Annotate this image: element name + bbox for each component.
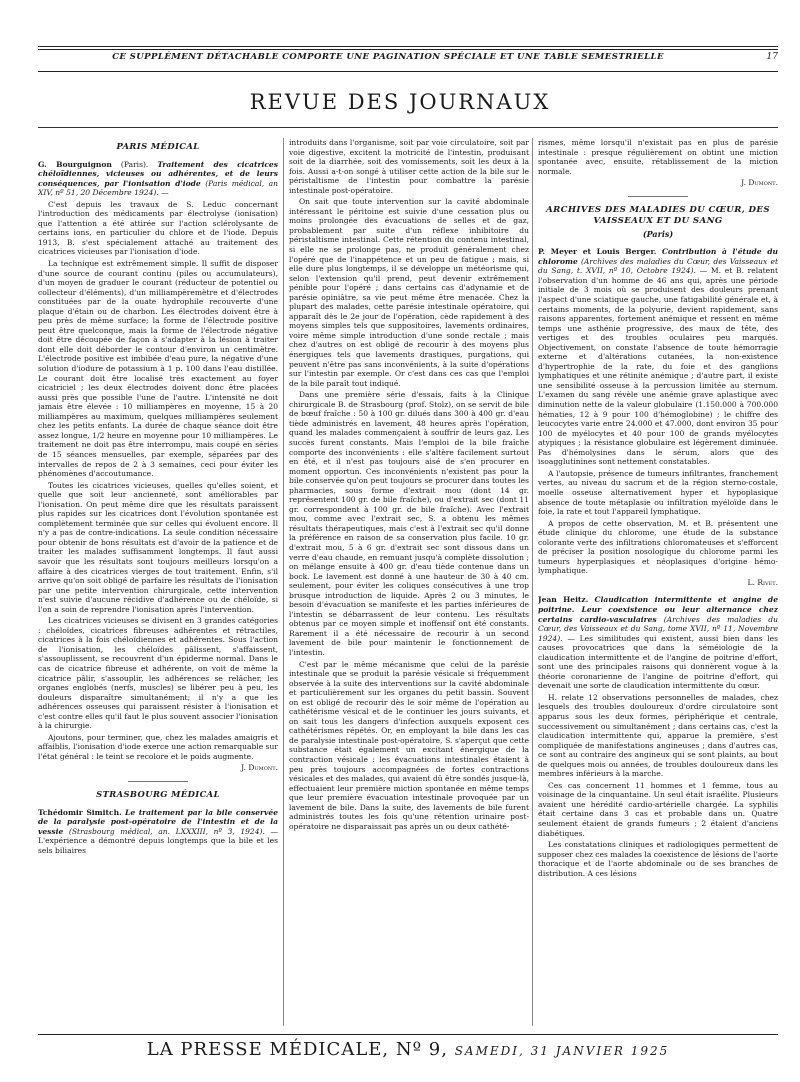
column-1 — [38, 138, 278, 1026]
paragraph: On sait que toute intervention sur la cavité abdominale intéressant le péritoine est suivie d'une cessation plus ou moins prolongée des évacuations de selles et de gaz, probablement par suite d'un réflexe inhibitoire du péristaltisme intestinal. Cette rétention du contenu intestinal, si elle ne se prolonge pas, ne produit généralement chez l'opéré que de l'inappétence et un peu de fatigue ; mais, si elle dure plus longtemps, il se développe un météorisme qui, selon l'extension qu'il prend, peut devenir extrêmement pénible pour l'opéré ; dans certains cas d'adynamie et de parésie opiniâtre, sa vie peut même être menacée. Chez la plupart des malades, cette parésie intestinale opératoire, qui apparaît dès le 2e jour de l'opération, cède rapidement à des moyens simples tels que suppositoires, lavements ordinaires, voire même simple introduction d'une sonde rectale ; mais chez d'autres on est obligé de recourir à des moyens plus énergiques tels que lavements drastiques, purgations, qui peuvent n'être pas sans inconvénients, à la suite d'opérations sur l'intestin par exemple. Or c'est dans ces cas que l'emploi de la bile paraît tout indiqué. — [289, 197, 529, 388]
article-city: (Paris). — [111, 159, 158, 169]
article-simitch-lead — [38, 808, 278, 856]
article-heitz-lead — [538, 595, 778, 690]
article-title: Claudication intermittente et angine de poitrine. Leur coexistence ou leur alternance chez certains cardio-vasculaires — [538, 595, 778, 624]
column-2 — [289, 138, 529, 1026]
paragraph: Les cicatrices vicieuses se divisent en 3 grandes catégories : chéloïdes, cicatrices fibreuses adhérentes et rétractiles, cicatrices à la fois chéloïdiennes et adhérentes. Sous l'action de l'ionisation, les chéloïdes pâlissent, s'affaissent, s'assouplissent, se recouvrent d'un épiderme normal. Dans le cas de cicatrice fibreuse et adhérente, on voit de même la cicatrice pâlir, s'assouplir, les adhérences se relâcher, les organes englobés (nerfs, muscles) se libérer peu à peu, les douleurs disparaître simultanément; il n'y a que les adhérences osseuses qui paraissent résister à l'ionisation et c'est contre elles qu'il faut le plus souvent associer l'ionisation à la chirurgie. — [38, 616, 278, 731]
running-header — [38, 46, 778, 72]
column-separator — [532, 138, 533, 1026]
running-title: CE SUPPLÉMENT DÉTACHABLE COMPORTE UNE PAGINATION SPÉCIALE ET UNE TABLE SEMESTRIELLE — [112, 52, 664, 62]
article-meyer-berger-lead — [538, 247, 778, 467]
footer-line — [38, 1039, 778, 1060]
article-title: Traitement des cicatrices chéloïdiennes, vicieuses ou adhérentes, et de leurs conséquences, par l'ionisation d'iode — [38, 159, 278, 188]
article-text: — M. et B. relatent l'observation d'un homme de 46 ans qui, après une période initiale de 3 mois où se produisent des douleurs prenant l'aspect d'une sciatique gauche, une fatigabilité générale et, à certains moments, de la polyurie, devient rapidement, sans raisons apparentes, fortement anémique et ressent en même temps une asthénie progressive, des maux de tête, des vertiges et des troubles oculaires peu marqués. Objectivement, on constate l'absence de toute hémorragie externe et d'altérations cutanées, la non-existence d'hypertrophie de la rate, du foie et des ganglions lymphatiques et une rétinite anémique ; d'autre part, il existe une sensibilité osseuse à la percussion limitée au sternum. L'examen du sang révèle une anémie grave aplastique avec diminution nette de la valeur globulaire (1.150.000 à 700.000 hématies, 12 à 9 pour 100 d'hémoglobine) ; le chiffre des leucocytes varie entre 24.000 et 47.000, dont environ 35 pour 100 de myélocytes et 40 pour 100 de grands myélocytes atypiques ; la résistance globulaire est légèrement diminuée. Pas d'hémolysines dans le sérum, alors que des isoagglutinines sont nettement constatables. — [538, 266, 778, 467]
article-signature: J. Dumont. — [241, 763, 278, 773]
paragraph: La technique est extrêmement simple. Il suffit de disposer d'une source de courant continu (piles ou accumulateurs), d'un moyen de graduer le courant (réducteur de potentiel ou collecteur d'éléments), d'un milliampèremètre et d'électrodes constituées par de la ouate hydrophile recouverte d'une plaque d'étain ou de charbon. Les électrodes doivent être à peu près de même surface; la forme de l'électrode positive peut être quelconque, mais la forme de l'électrode négative doit être découpée de façon à s'adapter à la lésion à traiter dont elle doit déborder le contour d'environ un centimètre. L'électrode positive est imbibée d'eau pure, la négative d'une solution d'iodure de potassium à 1 p. 100 dans l'eau distillée. Le courant doit être localisé très exactement au foyer cicatriciel ; les deux électrodes doivent donc être placées aussi près que possible l'une de l'autre. L'intensité ne doit jamais être élevée : 10 milliampères en moyenne, 15 à 20 milliampères au maximum, quelques milliampères seulement chez les petits enfants. La durée de chaque séance doit être assez longue, 1/2 heure en moyenne pour 10 milliampères. Le traitement ne doit pas être interrompu, mais coupé en séries de 15 séances mensuelles, par exemple, séparées par des intervalles de repos de 2 à 3 semaines, ceci pour éviter les phénomènes d'accoutumance. — [38, 259, 278, 479]
paragraph: C'est par le même mécanisme que celui de la parésie intestinale que se produit la parésie vésicale si fréquemment observée à la suite des interventions sur la cavité abdominale et particulièrement sur les organes du petit bassin. Souvent on est obligé de recourir dès le soir même de l'opération au cathétérisme vésical et de le continuer les jours suivants, et on sait tous les dangers d'infection auxquels exposent ces cathétérismes répétés. Or, en employant la bile dans les cas de paralysie intestinale post-opératoire, S. s'aperçut que cette substance était également un excitant énergique de la contraction vésicale : les évacuations intestinales étaient à peu près toujours accompagnées de fortes contractions vésicales et des malades, qui avaient dû être sondés jusque-là, effectuaient leur première miction spontanée en même temps que leur première évacuation intestinale provoquée par un lavement de bile. Dans la suite, des lavements de bile furent administrés toutes les fois qu'une rétention urinaire post-opératoire ne disparaissait pas après un ou deux cathété- — [289, 659, 529, 831]
article-text: L'expérience a démontré depuis longtemps que la bile et les sels biliaires — [38, 836, 278, 855]
article-title: Le traitement par la bile conservée de la paralysie post-opératoire de l'intestin et de la vessie — [38, 807, 278, 836]
masthead-rule — [38, 127, 778, 128]
paragraph: Ajoutons, pour terminer, que, chez les malades amaigris et affaiblis, l'ionisation d'iode exerce une action remarquable sur l'état général : le teint se recolore et le poids augmente. — [38, 732, 278, 761]
paragraph: rismes, même lorsqu'il n'existait pas en plus de parésie intestinale : presque régulièrement on obtint une miction spontanée avec, ensuite, rétablissement de la miction normale. — [538, 138, 778, 176]
paragraph: Ces cas concernent 11 hommes et 1 femme, tous au voisinage de la cinquantaine. Un seul était israélite. Plusieurs avaient une hérédité cardio-artérielle chargée. La syphilis était certaine dans 3 cas et probable dans un. Quatre seulement étaient de grands fumeurs ; 2 étaient d'anciens diabétiques. — [538, 780, 778, 838]
article-bourguignon-lead — [38, 160, 278, 198]
paragraph: A l'autopsie, présence de tumeurs infiltrantes, franchement vertes, au niveau du sacrum et de la région sterno-costale, moelle osseuse alternativement hyper et hypoplasique absence de toute métaplasie ou infiltration myéloïde dans le foie, la rate et tout l'appareil lymphatique. — [538, 468, 778, 517]
section-heading-paris-medical: PARIS MÉDICAL — [116, 141, 200, 151]
section-heading-archives-coeur: ARCHIVES DES MALADIES DU CŒUR, DES VAISSEAUX ET DU SANG — [546, 204, 770, 227]
page-number: 17 — [766, 52, 778, 62]
article-title: Contribution à l'étude du chlorome — [538, 247, 778, 266]
paragraph: A propos de cette observation, M. et B. présentent une étude clinique du chlorome, une étude de la substance colorante verte des infiltrations chloromateuses et s'efforcent de préciser la position nosologique du chlorome parmi les tumeurs hyperplasiques et néoplasiques d'origine hémo-lymphatique. — [538, 518, 778, 576]
masthead-title: REVUE DES JOURNAUX — [249, 90, 551, 114]
section-city: (Paris) — [642, 228, 674, 239]
paragraph: Les constatations cliniques et radiologiques permettent de supposer chez ces malades la coexistence de lésions de l'aorte thoracique et de l'aorte abdominale ou de ses branches de distribution. A ces lésions — [538, 840, 778, 878]
article-author: P. Meyer et Louis Berger. — [538, 247, 657, 257]
section-divider — [628, 196, 688, 197]
column-3 — [538, 138, 778, 1026]
article-signature: L. Rivet. — [747, 577, 778, 587]
footer-date: SAMEDI, 31 JANVIER 1925 — [454, 1044, 670, 1058]
article-reference: (Archives des maladies du Cœur, des Vaisseaux et du Sang, tome XVII, nº 11, Novembre 1924). — [538, 614, 778, 643]
paragraph: C'est depuis les travaux de S. Leduc concernant l'introduction des médicaments par électrolyse (ionisation) que l'attention a été attirée sur l'action sclérolysante de certains ions, en particulier du chlore et de l'iode. Depuis 1913, B. s'est spécialement attaché au traitement des cicatrices vicieuses par l'ionisation d'iode. — [38, 199, 278, 257]
paragraph: Toutes les cicatrices vicieuses, quelles qu'elles soient, et quelle que soit leur ancienneté, sont améliorables par l'ionisation. On peut même dire que les résultats paraissent plus rapides sur les cicatrices dont l'évolution spontanée est complètement terminée que sur celles qui évoluent encore. Il n'y a pas de contre-indications. La seule condition nécessaire pour obtenir de bons résultats est d'avoir de la patience et de traiter les malades suffisamment longtemps. Il faut aussi savoir que les résultats sont toujours meilleurs lorsqu'on a affaire à des cicatrices vierges de tout traitement. Enfin, s'il arrive qu'on soit obligé de parfaire les résultats de l'ionisation par une petite intervention chirurgicale, cette intervention n'est suivie d'aucune récidive d'adhérence ou de chéloïde, si l'on a soin de reprendre l'ionisation après l'intervention. — [38, 480, 278, 614]
paragraph: H. relate 12 observations personnelles de malades, chez lesquels des troubles douloureux d'ordre circulatoire sont apparus sous les deux formes, périphérique et centrale, successivement ou simultanément ; dans certains cas, c'est la claudication intermittente qui, apparue la première, s'est compliquée de manifestations angineuses ; dans d'autres cas, ce sont au contraire des angineux qui se sont plaints, au bout de quelques mois ou années, de troubles douloureux dans les membres inférieurs à la marche. — [538, 692, 778, 779]
paragraph: Dans une première série d'essais, faits à la Clinique chirurgicale B. de Strasbourg (prof. Stolz), on se servit de bile de bœuf fraîche : 50 à 100 gr. dilués dans 300 à 400 gr. d'eau tiède administrés en lavement, 48 heures après l'opération, quand les malades commençaient à souffrir de leurs gaz. Les succès furent constants. Mais l'emploi de la bile fraîche comporte des inconvénients : elle s'altère facilement surtout en été, et il n'est pas toujours aisé de s'en procurer en moment opportun. Ces inconvénients n'existent pas pour la bile conservée qu'on peut toujours se procurer dans toutes les pharmacies, sous forme d'extrait mou (dont 14 gr. représentent 100 gr. de bile fraîche), ou d'extrait sec (dont 11 gr. correspondent à 100 gr. de bile fraîche). Avec l'extrait mou, comme avec l'extrait sec, S. a obtenu les mêmes résultats thérapeutiques, mais c'est à l'extrait sec qu'il donne la préférence en raison de sa conservation plus facile. 10 gr. d'extrait mou, 5 à 6 gr. d'extrait sec sont dissous dans un verre d'eau chaude, en remuant jusqu'à complète dissolution ; on mélange ensuite à 400 gr. d'eau tiède contenue dans un bock. Le lavement est donné à une hauteur de 30 à 40 cm. seulement, pour éviter les coliques consécutives à une trop brusque introduction de liquide. Après 2 ou 3 minutes, le besoin d'évacuation se manifeste et les parties inférieures de l'intestin se débarrassent de leur contenu. Les résultats obtenus par ce moyen simple et inoffensif ont été constants. Rarement il a été nécessaire de recourir à un second lavement de bile pour maintenir le fonctionnement de l'intestin. — [289, 390, 529, 657]
article-reference: (Paris médical, an XIV, nº 51, 20 Décembre 1924). — — [38, 178, 278, 198]
header-rule — [38, 49, 778, 50]
article-signature: J. Dumont. — [741, 178, 778, 188]
article-reference: (Strasbourg médical, an. LXXXIII, nº 3, 1924). — — [63, 826, 278, 836]
article-author: Tchédomir Simitch. — [38, 807, 122, 817]
footer-journal: LA PRESSE MÉDICALE, Nº 9, — [146, 1039, 448, 1060]
section-divider — [128, 781, 188, 782]
article-author: G. Bourguignon — [38, 159, 112, 169]
paragraph: introduits dans l'organisme, soit par voie circulatoire, soit par voie digestive, excitent la motricité de l'intestin, produisant soit de la diarrhée, soit des vomissements, soit les deux à la fois. Aussi a-t-on songé à utiliser cette action de la bile sur le péristaltisme de l'intestin pour combattre la parésie intestinale post-opératoire. — [289, 138, 529, 195]
section-heading-strasbourg-medical: STRASBOURG MÉDICAL — [96, 789, 220, 799]
column-separator — [283, 138, 284, 1026]
page-footer — [38, 1034, 778, 1063]
article-author: Jean Heitz. — [538, 595, 589, 605]
article-text: — Les similitudes qui existent, aussi bien dans les causes provocatrices que dans la séméiologie de la claudication intermittente et de l'angine de poitrine d'effort, sont une des principales raisons qui donnèrent vogue à la théorie coronarienne de l'angine de poitrine d'effort, qui devenait une sorte de claudication intermittente du cœur. — [538, 633, 778, 691]
article-reference: (Archives des maladies du Cœur, des Vaisseaux et du Sang, t. XVII, nº 10, Octobre 1924). — [538, 256, 778, 276]
